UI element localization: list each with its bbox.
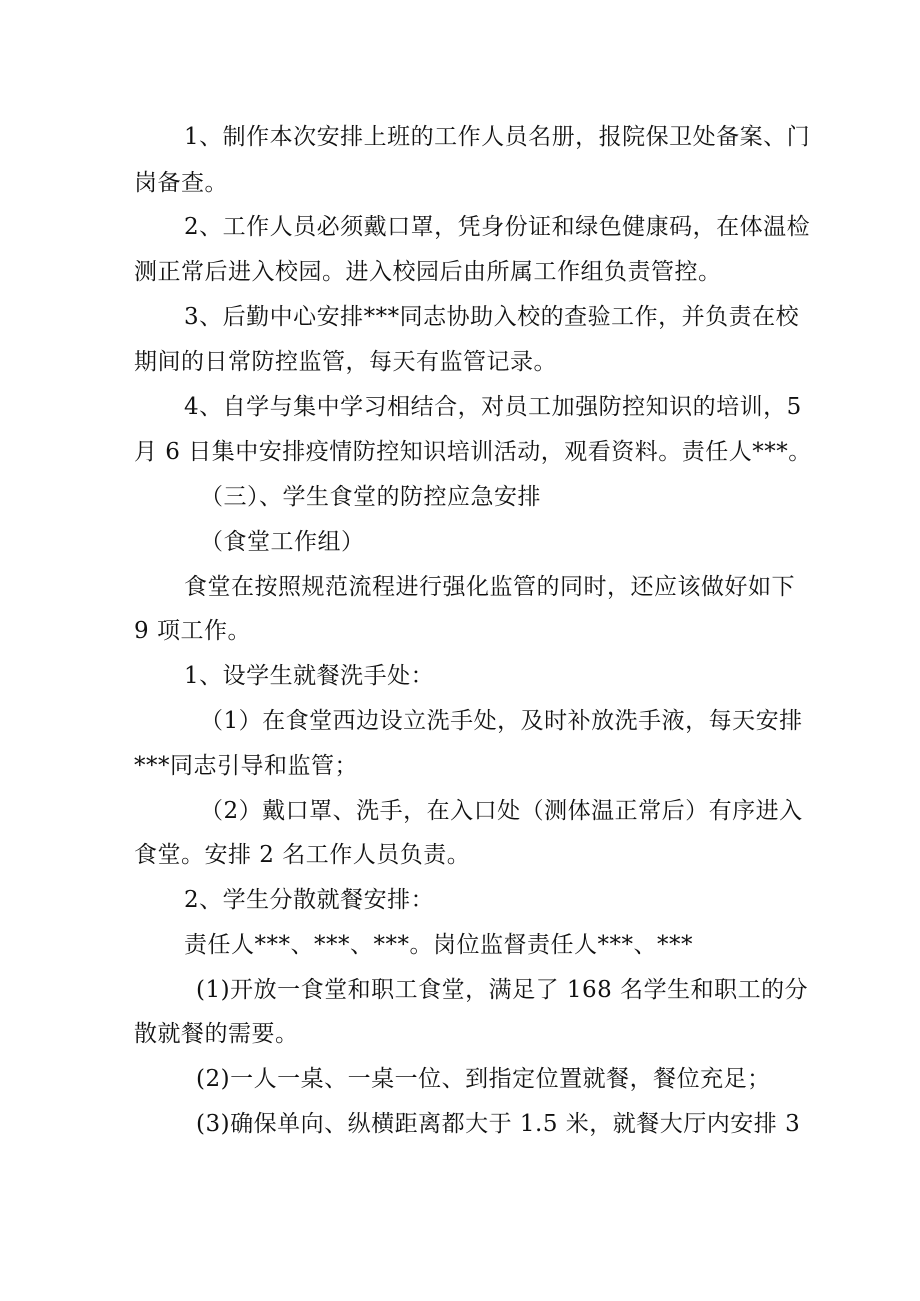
paragraph-line: 月 6 日集中安排疫情防控知识培训活动，观看资料。责任人***。 [134, 439, 812, 465]
paragraph-line: 测正常后进入校园。进入校园后由所属工作组负责管控。 [134, 259, 722, 285]
paragraph-line: 1、制作本次安排上班的工作人员名册，报院保卫处备案、门 [184, 124, 811, 150]
paragraph-line: 9 项工作。 [134, 618, 251, 644]
paragraph-line: 期间的日常防控监管，每天有监管记录。 [134, 349, 557, 375]
paragraph-line: 食堂在按照规范流程进行强化监管的同时，还应该做好如下 [184, 574, 795, 600]
paragraph-line: (3)确保单向、纵横距离都大于 1.5 米，就餐大厅内安排 3 [196, 1111, 801, 1137]
paragraph-line: 食堂。安排 2 名工作人员负责。 [134, 842, 471, 868]
paragraph-line: 1、设学生就餐洗手处： [184, 663, 435, 689]
paragraph-line: 3、后勤中心安排***同志协助入校的查验工作，并负责在校 [184, 304, 800, 330]
paragraph-line: 4、自学与集中学习相结合，对员工加强防控知识的培训，5 [184, 394, 802, 420]
paragraph-line: 2、学生分散就餐安排： [184, 887, 435, 913]
paragraph-line: 岗备查。 [134, 170, 228, 196]
paragraph-line: (1)开放一食堂和职工食堂，满足了 168 名学生和职工的分 [196, 977, 809, 1003]
paragraph-line: ***同志引导和监管； [134, 753, 358, 779]
paragraph-line: (2)一人一桌、一桌一位、到指定位置就餐，餐位充足； [196, 1066, 771, 1092]
paragraph-line: 责任人***、***、***。岗位监督责任人***、*** [184, 932, 693, 958]
paragraph-line: （1）在食堂西边设立洗手处，及时补放洗手液，每天安排 [200, 708, 803, 734]
paragraph-line: 2、工作人员必须戴口罩，凭身份证和绿色健康码，在体温检 [184, 214, 811, 240]
section-heading: （三）、学生食堂的防控应急安排 [200, 484, 541, 510]
paragraph-line: （2）戴口罩、洗手，在入口处（测体温正常后）有序进入 [200, 798, 803, 824]
paragraph-line: 散就餐的需要。 [134, 1021, 299, 1047]
subsection-heading: （食堂工作组） [200, 529, 365, 555]
